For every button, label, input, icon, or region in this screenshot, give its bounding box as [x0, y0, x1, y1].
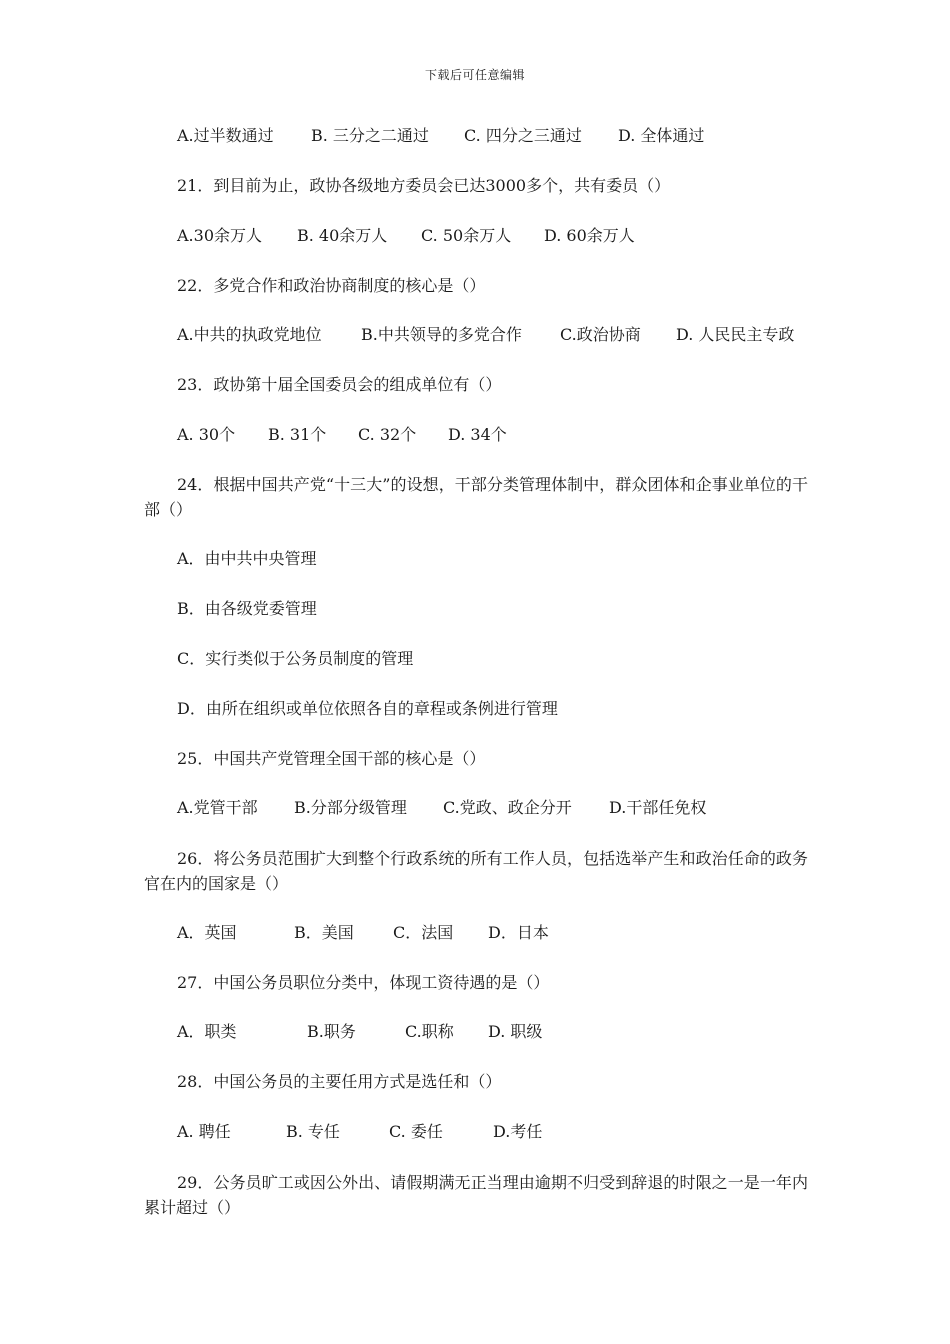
question-24: 24．根据中国共产党“十三大”的设想，干部分类管理体制中，群众团体和企事业单位的干部（）	[144, 475, 808, 519]
question-28: 28．中国公务员的主要任用方式是选任和（）	[177, 1072, 502, 1091]
option-a: A．英国	[177, 923, 237, 942]
options-q20	[177, 126, 704, 146]
option-d: D. 60余万人	[544, 226, 635, 245]
options-q28	[177, 1122, 542, 1142]
options-q21	[177, 226, 635, 246]
option-a: A.党管干部	[177, 798, 258, 817]
option-a: A. 30个	[177, 425, 236, 444]
option-c: C. 委任	[389, 1122, 443, 1141]
option-b: B. 40余万人	[297, 226, 388, 245]
option-b: B.职务	[307, 1022, 356, 1041]
option-d: D. 人民民主专政	[676, 325, 795, 344]
option-c: C. 四分之三通过	[464, 126, 582, 145]
option-d: D.考任	[493, 1122, 543, 1141]
option-c: C.政治协商	[560, 325, 641, 344]
options-q22	[177, 325, 794, 345]
option-a: A．职类	[177, 1022, 237, 1041]
option-d: D. 职级	[488, 1022, 543, 1041]
question-27: 27．中国公务员职位分类中，体现工资待遇的是（）	[177, 973, 550, 992]
option-b: B. 专任	[286, 1122, 340, 1141]
option-b: B．美国	[294, 923, 354, 942]
options-q26	[177, 923, 549, 943]
option-24d: D．由所在组织或单位依照各自的章程或条例进行管理	[177, 699, 558, 718]
option-d: D.干部任免权	[609, 798, 707, 817]
option-24a: A．由中共中央管理	[177, 549, 317, 568]
options-q25	[177, 798, 706, 818]
option-b: B.分部分级管理	[294, 798, 407, 817]
option-c: C.职称	[405, 1022, 454, 1041]
option-b: B.中共领导的多党合作	[361, 325, 522, 344]
question-23: 23．政协第十届全国委员会的组成单位有（）	[177, 375, 502, 394]
question-25: 25．中国共产党管理全国干部的核心是（）	[177, 749, 486, 768]
option-d: D．日本	[488, 923, 549, 942]
option-b: B. 31个	[268, 425, 327, 444]
option-24c: C．实行类似于公务员制度的管理	[177, 649, 414, 668]
option-c: C. 50余万人	[421, 226, 512, 245]
option-a: A.30余万人	[177, 226, 263, 245]
option-c: C．法国	[393, 923, 454, 942]
options-q27	[177, 1022, 542, 1042]
question-26: 26．将公务员范围扩大到整个行政系统的所有工作人员，包括选举产生和政治任命的政务官在内的国家是（）	[144, 849, 808, 893]
question-21: 21．到目前为止，政协各级地方委员会已达3000多个，共有委员（）	[177, 176, 671, 195]
question-29: 29．公务员旷工或因公外出、请假期满无正当理由逾期不归受到辞退的时限之一是一年内累计超过（）	[144, 1173, 808, 1217]
option-24b: B．由各级党委管理	[177, 599, 317, 618]
option-d: D. 34个	[448, 425, 507, 444]
option-c: C.党政、政企分开	[443, 798, 572, 817]
option-a: A.中共的执政党地位	[177, 325, 322, 344]
options-q23	[177, 425, 507, 445]
option-c: C. 32个	[358, 425, 417, 444]
option-a: A. 聘任	[177, 1122, 231, 1141]
option-d: D. 全体通过	[618, 126, 705, 145]
option-b: B. 三分之二通过	[311, 126, 429, 145]
question-22: 22．多党合作和政治协商制度的核心是（）	[177, 276, 486, 295]
page-header: 下载后可任意编辑	[424, 68, 525, 82]
option-a: A.过半数通过	[177, 126, 274, 145]
